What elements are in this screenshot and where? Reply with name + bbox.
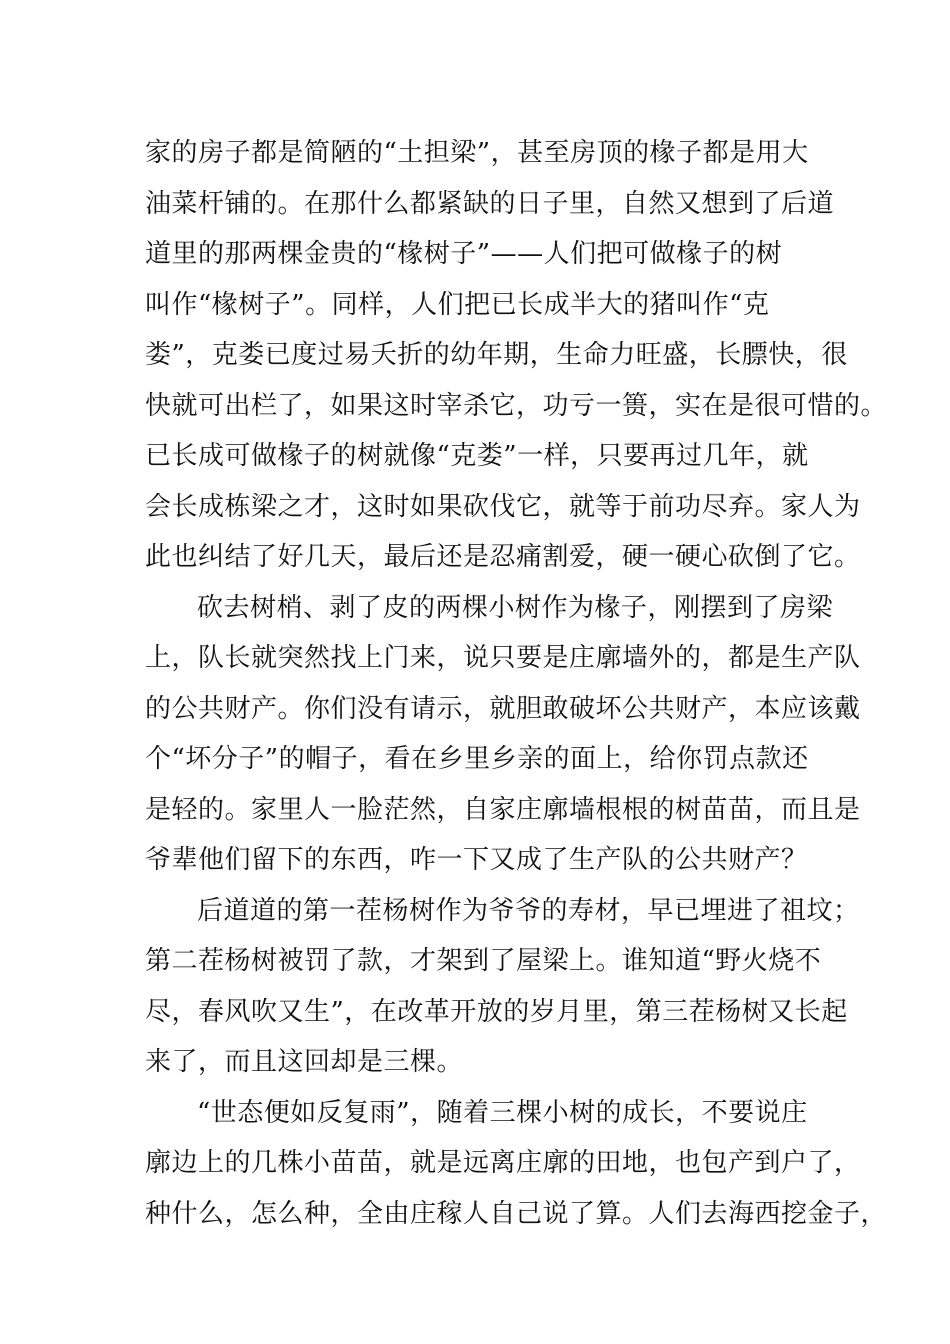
text-line-15: 爷辈他们留下的东西，咋一下又成了生产队的公共财产？ [145,845,808,875]
text-line-5: 娄”，克娄已度过易夭折的幼年期，生命力旺盛，长膘快，很 [145,340,848,370]
text-line-22: 种什么，怎么种，全由庄稼人自己说了算。人们去海西挖金子， [145,1198,888,1229]
paragraph-start-line-20: “世态便如反复雨”，随着三棵小树的成长，不要说庄 [197,1097,808,1128]
text-line-6: 快就可出栏了，如果这时宰杀它，功亏一篑，实在是很可惜的。 [145,390,888,421]
text-line-3: 道里的那两棵金贵的“椽树子”——人们把可做椽子的树 [145,239,783,269]
text-line-13: 个“坏分子”的帽子，看在乡里乡亲的面上，给你罚点款还 [145,744,809,774]
text-line-4: 叫作“椽树子”。同样，人们把已长成半大的猪叫作“克 [145,289,770,320]
text-line-2: 油菜杆铺的。在那什么都紧缺的日子里，自然又想到了后道 [145,188,835,219]
text-line-19: 来了，而且这回却是三棵。 [145,1047,464,1077]
text-line-21: 廓边上的几株小苗苗，就是远离庄廓的田地，也包产到户了， [145,1148,861,1178]
paragraph-start-line-10: 砍去树梢、剥了皮的两棵小树作为椽子，刚摆到了房梁 [197,592,834,623]
text-line-17: 第二茬杨树被罚了款，才架到了屋梁上。谁知道“野火烧不 [145,946,822,976]
text-line-11: 上，队长就突然找上门来，说只要是庄廓墙外的，都是生产队 [145,643,861,673]
text-line-14: 是轻的。家里人一脸茫然，自家庄廓墙根根的树苗苗，而且是 [145,794,861,825]
text-line-18: 尽，春风吹又生”，在改革开放的岁月里，第三茬杨树又长起 [145,996,848,1027]
text-line-8: 会长成栋梁之才，这时如果砍伐它，就等于前功尽弃。家人为 [145,491,861,522]
text-line-12: 的公共财产。你们没有请示，就胆敢破坏公共财产，本应该戴 [145,693,861,724]
text-line-9: 此也纠结了好几天，最后还是忍痛割爱，硬一硬心砍倒了它。 [145,542,861,572]
text-line-1: 家的房子都是简陋的“土担梁”，甚至房顶的椽子都是用大 [145,138,809,168]
body-text [145,128,888,1239]
paragraph-start-line-16: 后道道的第一茬杨树作为爷爷的寿材，早已埋进了祖坟； [197,895,860,926]
text-line-7: 已长成可做椽子的树就像“克娄”一样，只要再过几年，就 [145,441,809,471]
